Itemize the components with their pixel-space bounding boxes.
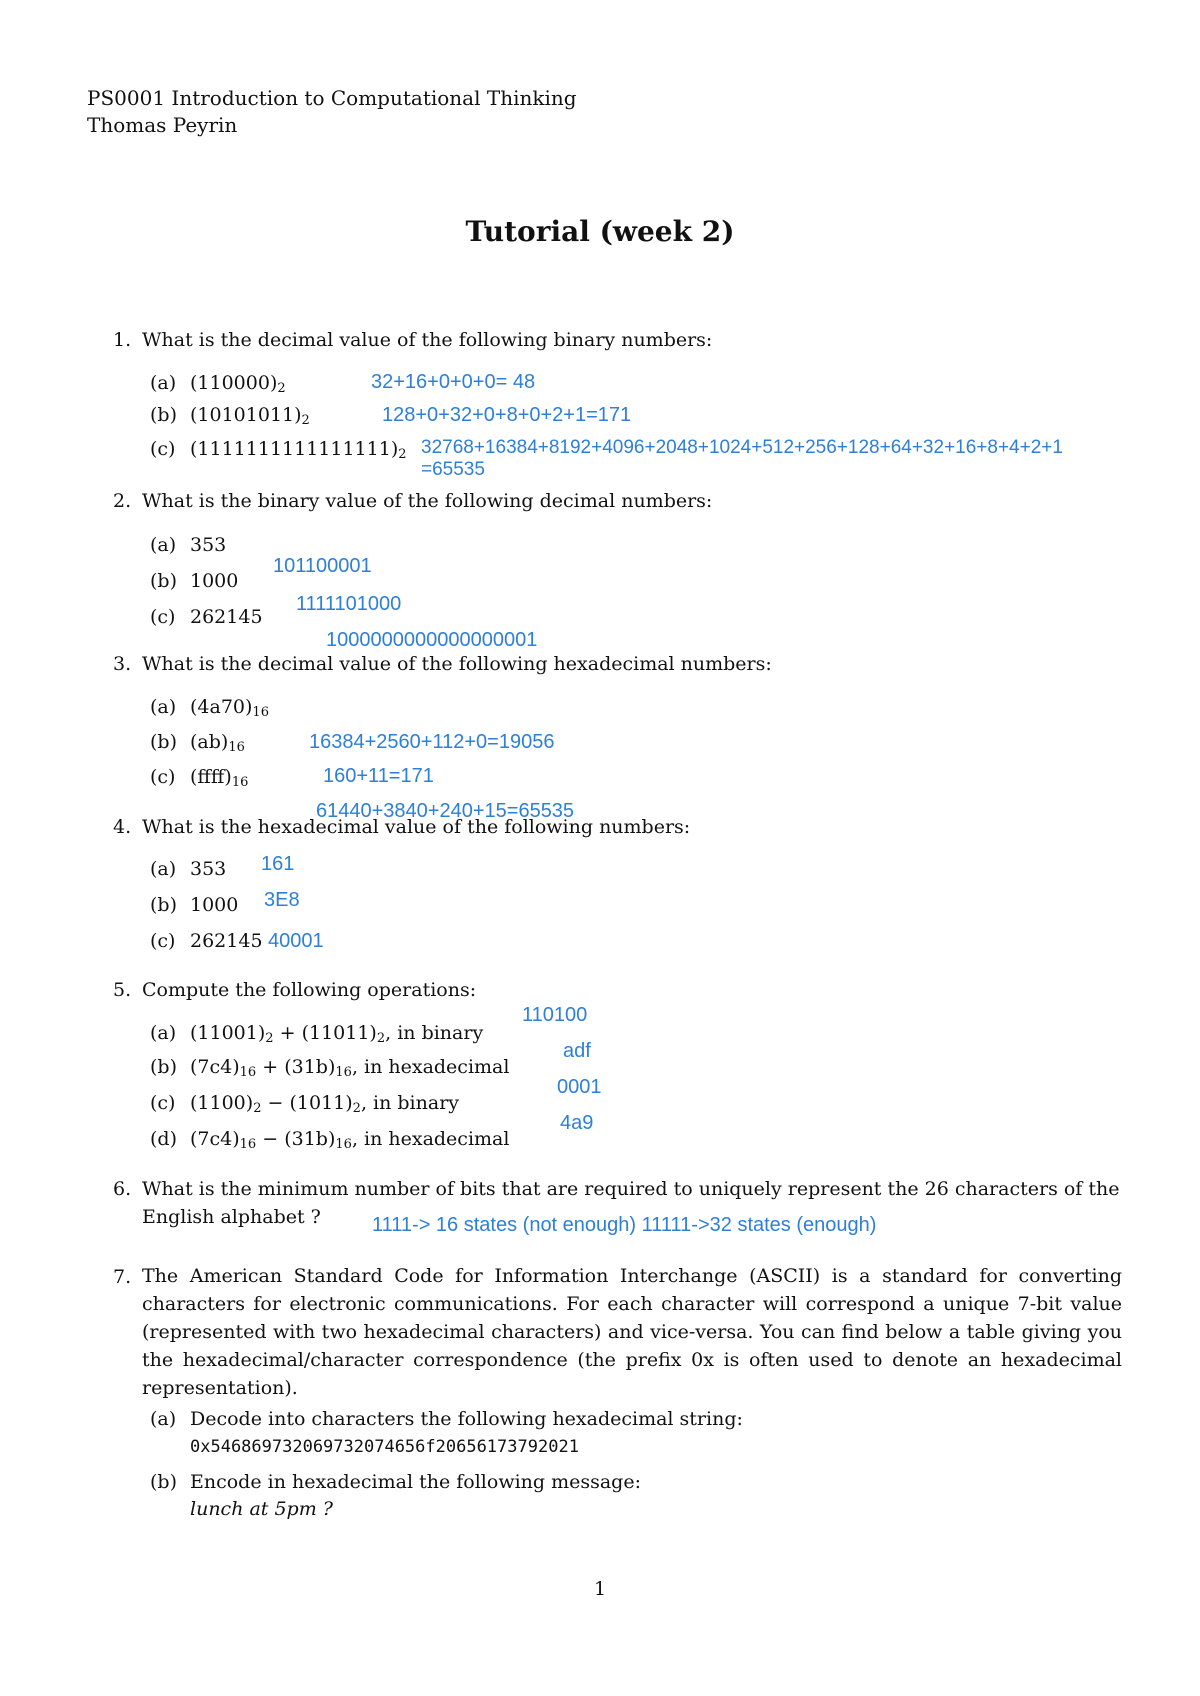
q1a-label: (a) (150, 372, 177, 394)
q5a-tail: , in binary (385, 1022, 484, 1044)
question-5-number: 5. (113, 979, 132, 1001)
q3b-label: (b) (150, 731, 177, 753)
q5b-operand-2: (31b) (284, 1056, 336, 1078)
q5c-label: (c) (150, 1092, 176, 1114)
question-6-number: 6. (113, 1178, 132, 1200)
q2-item-b (150, 570, 238, 592)
q2b-answer: 1111101000 (296, 593, 402, 615)
q3c-label: (c) (150, 766, 176, 788)
q2a-value: 353 (190, 534, 227, 556)
q2-item-c (150, 606, 263, 628)
q7b-text: Encode in hexadecimal the following message: (190, 1471, 641, 1493)
q3b-value: (ab) (190, 731, 229, 753)
q4a-value: 353 (190, 858, 227, 880)
q1b-value: (10101011) (190, 404, 302, 426)
page-title: Tutorial (week 2) (465, 215, 735, 248)
q1a-base: 2 (277, 381, 286, 396)
q1-item-b (150, 404, 310, 426)
q4c-answer: 40001 (268, 930, 324, 952)
question-6-line-1: What is the minimum number of bits that are required to uniquely represent the 26 characters of the (142, 1178, 1120, 1200)
q4b-label: (b) (150, 894, 177, 916)
q4-item-c (150, 930, 263, 952)
q5b-base-1: 16 (239, 1065, 257, 1080)
q5c-base-1: 2 (253, 1101, 262, 1116)
question-5-text: Compute the following operations: (142, 979, 477, 1001)
question-3-text: What is the decimal value of the following hexadecimal numbers: (142, 653, 772, 675)
question-6-line-2: English alphabet ? (142, 1206, 321, 1228)
page-number: 1 (593, 1578, 607, 1600)
q5a-operator: + (279, 1022, 296, 1044)
q5c-base-2: 2 (352, 1101, 361, 1116)
q4a-answer: 161 (261, 853, 295, 875)
q7a-hex-string: 0x546869732069732074656f20656173792021 (190, 1437, 579, 1457)
q1c-answer-total: =65535 (421, 459, 485, 480)
q1c-base: 2 (398, 447, 407, 462)
q5b-operator: + (262, 1056, 279, 1078)
q3-item-c (150, 766, 248, 788)
question-1-number: 1. (113, 329, 132, 351)
q5a-base-1: 2 (265, 1031, 274, 1046)
q4c-label: (c) (150, 930, 176, 952)
q1b-answer: 128+0+32+0+8+0+2+1=171 (382, 404, 632, 426)
q2c-value: 262145 (190, 606, 263, 628)
q3a-label: (a) (150, 696, 177, 718)
q3b-base: 16 (228, 740, 245, 755)
course-title: PS0001 Introduction to Computational Thinking (87, 86, 577, 110)
question-1-text: What is the decimal value of the following binary numbers: (142, 329, 713, 351)
q7b-label: (b) (150, 1471, 177, 1493)
q5d-tail: , in hexadecimal (351, 1128, 510, 1150)
q1b-base: 2 (301, 413, 310, 428)
q5-item-a (150, 1022, 483, 1044)
question-7-number: 7. (113, 1266, 132, 1288)
q5c-operand-2: (1011) (289, 1092, 353, 1114)
q4b-value: 1000 (190, 894, 239, 916)
q5b-operand-1: (7c4) (190, 1056, 240, 1078)
q4c-value: 262145 (190, 930, 263, 952)
question-7-text: The American Standard Code for Information Interchange (ASCII) is a standard for converting characters for electronic communications. For each character will correspond a unique 7-bit value (represented with two hexadecimal characters) and vice-versa. You can find below a table giving you the hexadecimal/character correspondence (the prefix 0x is often used to denote an hexadecimal representation). (142, 1265, 1122, 1399)
q2b-label: (b) (150, 570, 177, 592)
author-name: Thomas Peyrin (87, 113, 238, 137)
q3b-answer: 160+11=171 (323, 765, 434, 787)
q2b-value: 1000 (190, 570, 239, 592)
q7-item-b (150, 1471, 641, 1493)
q5c-operand-1: (1100) (190, 1092, 254, 1114)
q2a-answer: 101100001 (273, 555, 372, 577)
q5b-base-2: 16 (335, 1065, 352, 1080)
q3a-answer: 16384+2560+112+0=19056 (309, 731, 555, 753)
q7a-text: Decode into characters the following hexadecimal string: (190, 1408, 743, 1430)
q5c-tail: , in binary (360, 1092, 460, 1114)
q5d-base-1: 16 (239, 1137, 257, 1152)
q7a-label: (a) (150, 1408, 177, 1430)
q2c-label: (c) (150, 606, 176, 628)
q5b-label: (b) (150, 1056, 177, 1078)
q7-item-a (150, 1408, 743, 1430)
q1-item-c (150, 438, 407, 460)
q5-item-b (150, 1056, 509, 1078)
q3c-base: 16 (231, 775, 249, 790)
q1c-label: (c) (150, 438, 176, 460)
q5d-operand-1: (7c4) (190, 1128, 240, 1150)
q4-item-b (150, 894, 238, 916)
q4-item-a (150, 858, 226, 880)
q3c-value: (ffff) (190, 766, 232, 788)
q5-item-c (150, 1092, 459, 1114)
question-3-number: 3. (113, 653, 132, 675)
q7b-message: lunch at 5pm ? (190, 1498, 333, 1520)
q5d-answer: 4a9 (560, 1112, 594, 1134)
q2a-label: (a) (150, 534, 177, 556)
q3a-base: 16 (252, 705, 269, 720)
q1c-answer: 32768+16384+8192+4096+2048+1024+512+256+128+64+32+16+8+4+2+1 (421, 437, 1063, 458)
q4b-answer: 3E8 (264, 889, 300, 911)
q5a-label: (a) (150, 1022, 177, 1044)
question-2-text: What is the binary value of the following decimal numbers: (142, 490, 713, 512)
q1-item-a (150, 372, 286, 394)
q5b-tail: , in hexadecimal (351, 1056, 510, 1078)
q1a-value: (110000) (190, 372, 278, 394)
q5d-label: (d) (150, 1128, 177, 1150)
q3-item-a (150, 696, 269, 718)
q1a-answer: 32+16+0+0+0= 48 (371, 371, 536, 393)
q5d-operator: − (262, 1128, 279, 1150)
q3c-answer: 61440+3840+240+15=65535 (316, 800, 575, 822)
q1c-value: (1111111111111111) (190, 438, 399, 460)
q5d-operand-2: (31b) (284, 1128, 336, 1150)
q5c-operator: − (267, 1092, 284, 1114)
q2-item-a (150, 534, 226, 556)
q5b-answer: adf (563, 1040, 591, 1062)
q5d-base-2: 16 (335, 1137, 352, 1152)
q5a-base-2: 2 (376, 1031, 386, 1046)
q3a-value: (4a70) (190, 696, 253, 718)
question-4-number: 4. (113, 816, 132, 838)
q5a-operand-1: (11001) (190, 1022, 266, 1044)
q5-item-d (150, 1128, 509, 1150)
q5a-answer: 110100 (522, 1004, 588, 1026)
q5a-operand-2: (11011) (301, 1022, 377, 1044)
q3-item-b (150, 731, 245, 753)
q4a-label: (a) (150, 858, 177, 880)
q6-answer: 1111-> 16 states (not enough) 11111->32 states (enough) (372, 1214, 877, 1236)
q1b-label: (b) (150, 404, 177, 426)
q2c-answer: 1000000000000000001 (326, 629, 538, 651)
q5c-answer: 0001 (557, 1076, 602, 1098)
question-4-text: What is the hexadecimal value of the following numbers: (142, 816, 691, 838)
question-2-number: 2. (113, 490, 132, 512)
